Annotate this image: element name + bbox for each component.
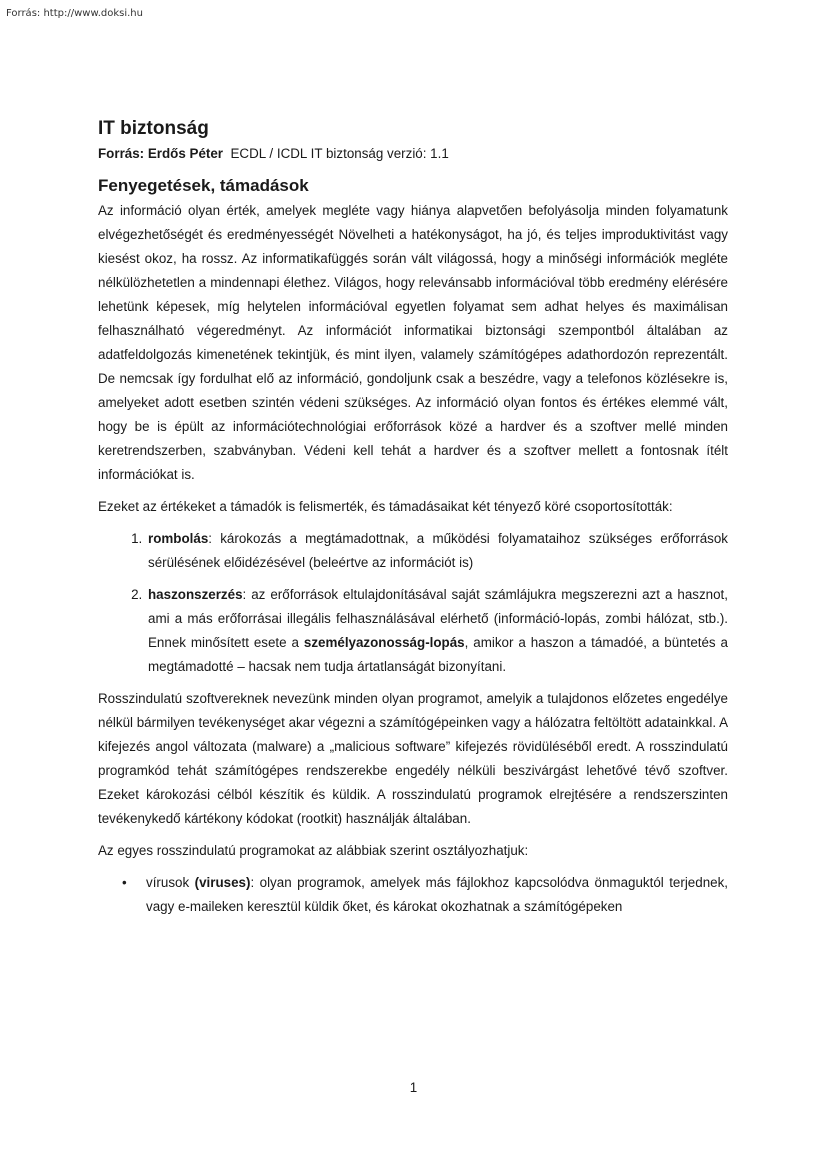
list-item-text: , amikor a haszon a támadóé, a büntetés a megtámadotté – hacsak nem tudja ártatlanságát bizonyítani.: [148, 635, 728, 674]
list-item-text: : károkozás a megtámadottnak, a működési folyamataihoz szükséges erőforrások sérülésének előidézésével (beleértve az információt is): [148, 531, 728, 570]
list-item-emphasis: (viruses): [194, 875, 251, 890]
document-body: [98, 115, 728, 919]
section-heading: Fenyegetések, támadások: [98, 176, 309, 195]
list-item: [122, 871, 729, 919]
list-item-term: haszonszerzés: [148, 587, 243, 602]
list-item-text: : olyan programok, amelyek más fájlokhoz kapcsolódva önmaguktól terjednek, vagy e-maileken keresztül küldik őket, és károkat okozhatnak a számítógépeken: [146, 875, 729, 914]
source-watermark: Forrás: http://www.doksi.hu: [6, 8, 143, 19]
source-text: ECDL / ICDL IT biztonság verzió: 1.1: [230, 146, 449, 161]
paragraph-classification: Az egyes rosszindulatú programokat az alábbiak szerint osztályozhatjuk:: [98, 843, 529, 858]
source-label: Forrás: Erdős Péter: [98, 146, 224, 161]
paragraph-malware: Rosszindulatú szoftvereknek nevezünk minden olyan programot, amelyik a tulajdonos előzetes engedélye nélkül bármilyen tevékenységet akar végezni a számítógépeinken vagy a hálózatra feltöltött adatainkkal. A kifejezés angol változata (malware) a „malicious software” kifejezés rövidüléséből eredt. A rosszindulatú programkód tehát számítógépes rendszerekbe engedély nélküli beszivárgást lehetővé tévő szoftver. Ezeket károkozási célból készítik és küldik. A rosszindulatú programok elrejtésére a rendszerszinten tevékenykedő kártékony kódokat (rootkit) használják általában.: [98, 691, 728, 826]
page-number: 1: [409, 1080, 418, 1095]
list-item: [146, 583, 728, 679]
list-item: [146, 527, 728, 575]
source-line: [98, 143, 728, 165]
paragraph-attackers: Ezeket az értékeket a támadók is felismerték, és támadásaikat két tényező köré csoportosították:: [98, 499, 673, 514]
list-item-text: : az erőforrások eltulajdonításával saját számlájukra megszerezni azt a hasznot, ami a más erőforrásai illegális felhasználásával elérhető (információ-lopás, zombi hálózat, stb.). Ennek minősített esete a: [148, 587, 728, 650]
document-title: IT biztonság: [98, 118, 209, 139]
list-item-emphasis: személyazonosság-lopás: [303, 635, 465, 650]
list-item-text: vírusok: [146, 875, 195, 890]
bullet-icon: •: [122, 875, 127, 890]
malware-types-list: [98, 871, 728, 919]
attack-goals-list: [98, 527, 728, 679]
paragraph-information-value: Az információ olyan érték, amelyek megléte vagy hiánya alapvetően befolyásolja minden folyamatunk elvégezhetőségét és eredményességét Növelheti a hatékonyságot, ha jó, és teljes improduktivitást vagy kiesést okoz, ha rossz. Az informatikafüggés során vált világossá, hogy a minőségi információk megléte nélkülözhetetlen a mindennapi élethez. Világos, hogy relevánsabb információval több eredmény elérésére lehetünk képesek, míg helytelen információval egyetlen folyamat sem adhat helyes és maximálisan felhasználható végeredményt. Az információt informatikai biztonsági szempontból általában az adatfeldolgozás kimenetének tekintjük, és mint ilyen, valamely számítógépes adathordozón reprezentált. De nemcsak így fordulhat elő az információ, gondoljunk csak a beszédre, vagy a telefonos közlésekre is, amelyeket adott esetben szintén védeni szükséges. Az információ olyan fontos és értékes elemmé vált, hogy be is épült az információtechnológiai erőforrások közé a hardver és a szoftver mellé minden keretrendszerben, szabványban. Védeni kell tehát a hardver és a szoftver mellett a fontosnak ítélt információkat is.: [98, 203, 728, 482]
list-item-term: rombolás: [148, 531, 209, 546]
